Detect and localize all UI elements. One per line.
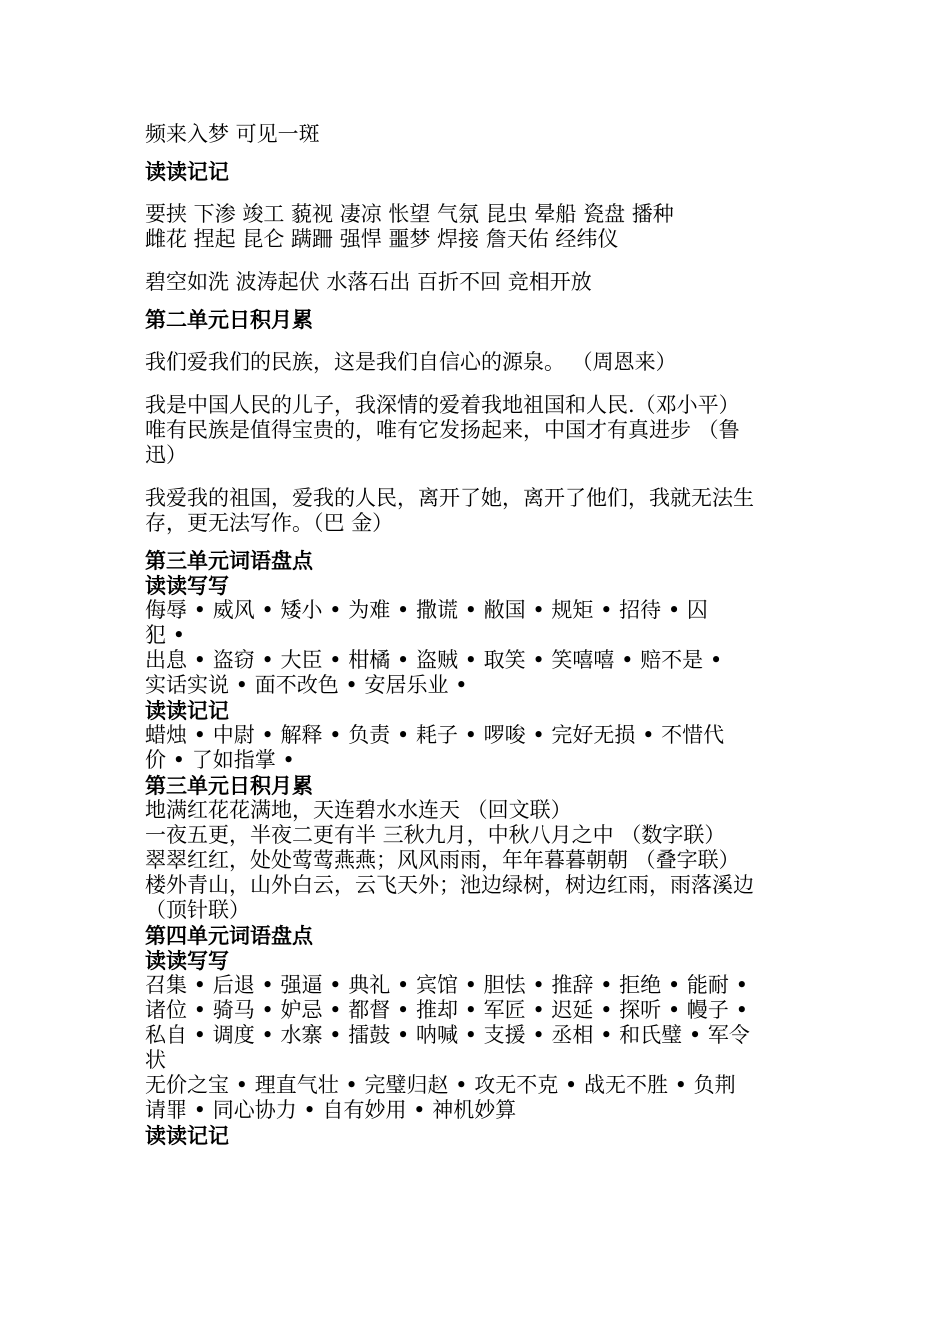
section-heading: 第三单元日积月累 [145, 773, 313, 798]
subsection-heading: 读读写写 [145, 573, 229, 598]
word-list-line: 请罪 • 同心协力 • 自有妙用 • 神机妙算 [145, 1098, 517, 1122]
word-list-line: 蜡烛 • 中尉 • 解释 • 负责 • 耗子 • 啰唆 • 完好无损 • 不惜代 [145, 723, 725, 747]
section-heading: 第四单元词语盘点 [145, 923, 313, 948]
word-list-line: 价 • 了如指掌 • [145, 748, 295, 772]
couplet-line: 楼外青山，山外白云，云飞天外；池边绿树，树边红雨，雨落溪边 [145, 873, 754, 897]
subsection-heading: 读读写写 [145, 948, 229, 973]
quote-line: 我是中国人民的儿子，我深情的爱着我地祖国和人民.（邓小平） [145, 393, 740, 417]
word-list-line: 犯 • [145, 623, 186, 647]
word-list-line: 侮辱 • 威风 • 矮小 • 为难 • 撒谎 • 敝国 • 规矩 • 招待 • 囚 [145, 598, 708, 622]
text-line: 频来入梦 可见一斑 [145, 122, 320, 146]
word-list-line: 私自 • 调度 • 水寨 • 擂鼓 • 呐喊 • 支援 • 丞相 • 和氏璧 • 军令 [145, 1023, 750, 1047]
word-list-line: 无价之宝 • 理直气壮 • 完璧归赵 • 攻无不克 • 战无不胜 • 负荆 [145, 1073, 736, 1097]
couplet-line: 翠翠红红，处处莺莺燕燕；风风雨雨，年年暮暮朝朝 （叠字联） [145, 848, 740, 872]
couplet-line: （顶针联） [145, 898, 250, 922]
subsection-heading: 读读记记 [145, 698, 229, 723]
quote-line: 存，更无法写作。（巴 金） [145, 511, 394, 535]
section-heading: 读读记记 [145, 159, 229, 184]
section-heading: 第三单元词语盘点 [145, 548, 313, 573]
quote-line: 唯有民族是值得宝贵的，唯有它发扬起来，中国才有真进步 （鲁 [145, 418, 740, 442]
subsection-heading: 读读记记 [145, 1123, 229, 1148]
quote-line: 迅） [145, 443, 187, 467]
quote-line: 我们爱我们的民族，这是我们自信心的源泉。 （周恩来） [145, 350, 677, 374]
word-list-line: 出息 • 盗窃 • 大臣 • 柑橘 • 盗贼 • 取笑 • 笑嘻嘻 • 赔不是 • [145, 648, 723, 672]
word-list-line: 召集 • 后退 • 强逼 • 典礼 • 宾馆 • 胆怯 • 推辞 • 拒绝 • 能耐 • [145, 973, 748, 997]
word-list-line: 雌花 捏起 昆仑 蹒跚 强悍 噩梦 焊接 詹天佑 经纬仪 [145, 227, 619, 251]
word-list-line: 要挟 下渗 竣工 藐视 凄凉 怅望 气氛 昆虫 晕船 瓷盘 播种 [145, 202, 674, 226]
word-list-line: 状 [145, 1048, 166, 1072]
word-list-line: 碧空如洗 波涛起伏 水落石出 百折不回 竞相开放 [145, 270, 592, 294]
word-list-line: 实话实说 • 面不改色 • 安居乐业 • [145, 673, 468, 697]
couplet-line: 一夜五更，半夜二更有半 三秋九月，中秋八月之中 （数字联） [145, 823, 726, 847]
document-page [145, 122, 820, 1148]
quote-line: 我爱我的祖国，爱我的人民，离开了她，离开了他们，我就无法生 [145, 486, 754, 510]
section-heading: 第二单元日积月累 [145, 307, 313, 332]
couplet-line: 地满红花花满地，天连碧水水连天 （回文联） [145, 798, 572, 822]
word-list-line: 诸位 • 骑马 • 妒忌 • 都督 • 推却 • 军匠 • 迟延 • 探听 • 幔子 • [145, 998, 748, 1022]
